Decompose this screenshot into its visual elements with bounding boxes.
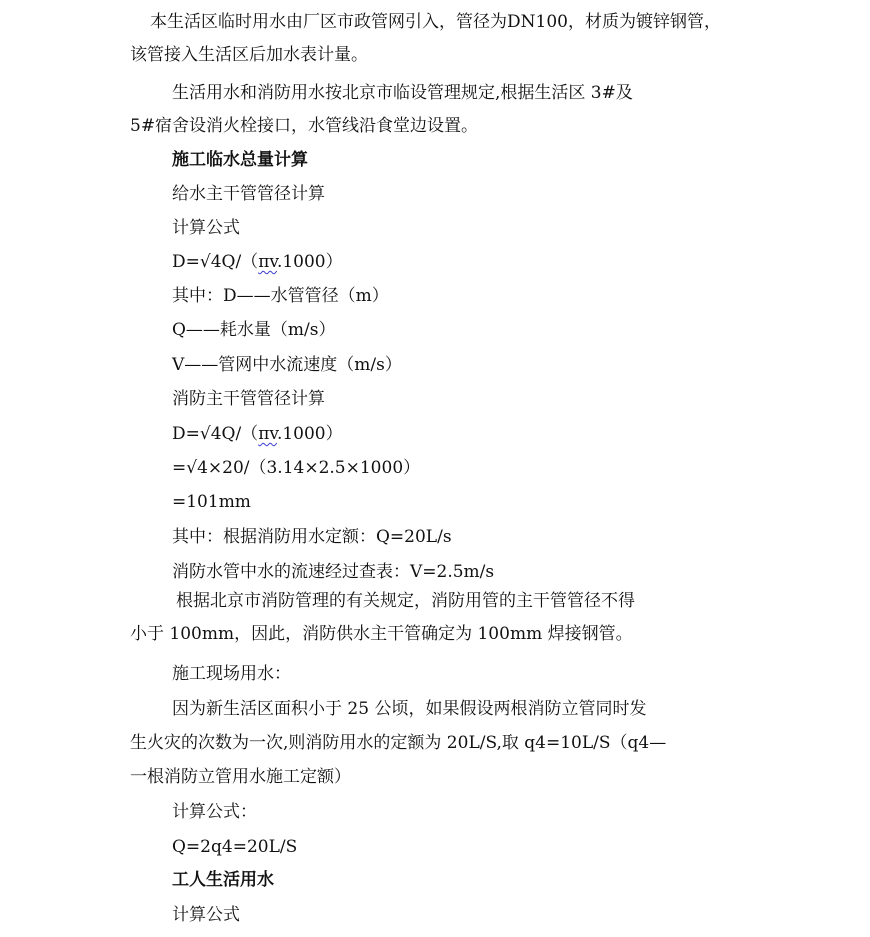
formula-label: 计算公式 — [172, 905, 240, 925]
paragraph-line: 因为新生活区面积小于 25 公顷，如果假设两根消防立管同时发 — [172, 699, 647, 719]
formula-line — [172, 422, 343, 446]
formula-line: Q=2q4=20L/S — [172, 837, 298, 857]
formula-line — [172, 250, 343, 274]
formula-pi-v: πv — [258, 252, 277, 272]
definition-line: 消防水管中水的流速经过查表：V=2.5m/s — [172, 562, 495, 582]
formula-prefix: D=√4Q/（ — [172, 424, 259, 444]
paragraph-line: 一根消防立管用水施工定额） — [130, 767, 351, 787]
definition-line: Q——耗水量（m/s） — [172, 320, 336, 340]
formula-label: 计算公式： — [172, 802, 257, 822]
formula-line: =√4×20/（3.14×2.5×1000） — [172, 458, 421, 478]
paragraph-line: 生火灾的次数为一次,则消防用水的定额为 20L/S,取 q4=10L/S（q4— — [130, 733, 667, 753]
formula-suffix: .1000） — [276, 424, 343, 444]
subsection-title: 施工现场用水： — [172, 664, 291, 684]
paragraph-line: 该管接入生活区后加水表计量。 — [130, 45, 368, 65]
paragraph-line: 生活用水和消防用水按北京市临设管理规定,根据生活区 3#及 — [172, 83, 633, 103]
definition-line: 其中：D——水管管径（m） — [172, 286, 389, 306]
paragraph-line: 根据北京市消防管理的有关规定，消防用管的主干管管径不得 — [176, 591, 635, 611]
paragraph-line: 5#宿舍设消火栓接口，水管线沿食堂边设置。 — [130, 116, 479, 136]
formula-result: =101mm — [172, 492, 251, 512]
subsection-title: 消防主干管管径计算 — [172, 389, 325, 409]
definition-line: 其中：根据消防用水定额：Q=20L/s — [172, 527, 452, 547]
subsection-title: 给水主干管管径计算 — [172, 184, 325, 204]
paragraph-line: 本生活区临时用水由厂区市政管网引入，管径为DN100，材质为镀锌钢管， — [150, 12, 721, 32]
formula-prefix: D=√4Q/（ — [172, 252, 259, 272]
formula-suffix: .1000） — [276, 252, 343, 272]
definition-line: V——管网中水流速度（m/s） — [172, 355, 402, 375]
formula-pi-v: πv — [258, 424, 277, 444]
section-heading: 施工临水总量计算 — [172, 150, 308, 170]
section-heading: 工人生活用水 — [172, 870, 274, 890]
formula-label: 计算公式 — [172, 218, 240, 238]
paragraph-line: 小于 100mm，因此，消防供水主干管确定为 100mm 焊接钢管。 — [130, 624, 633, 644]
